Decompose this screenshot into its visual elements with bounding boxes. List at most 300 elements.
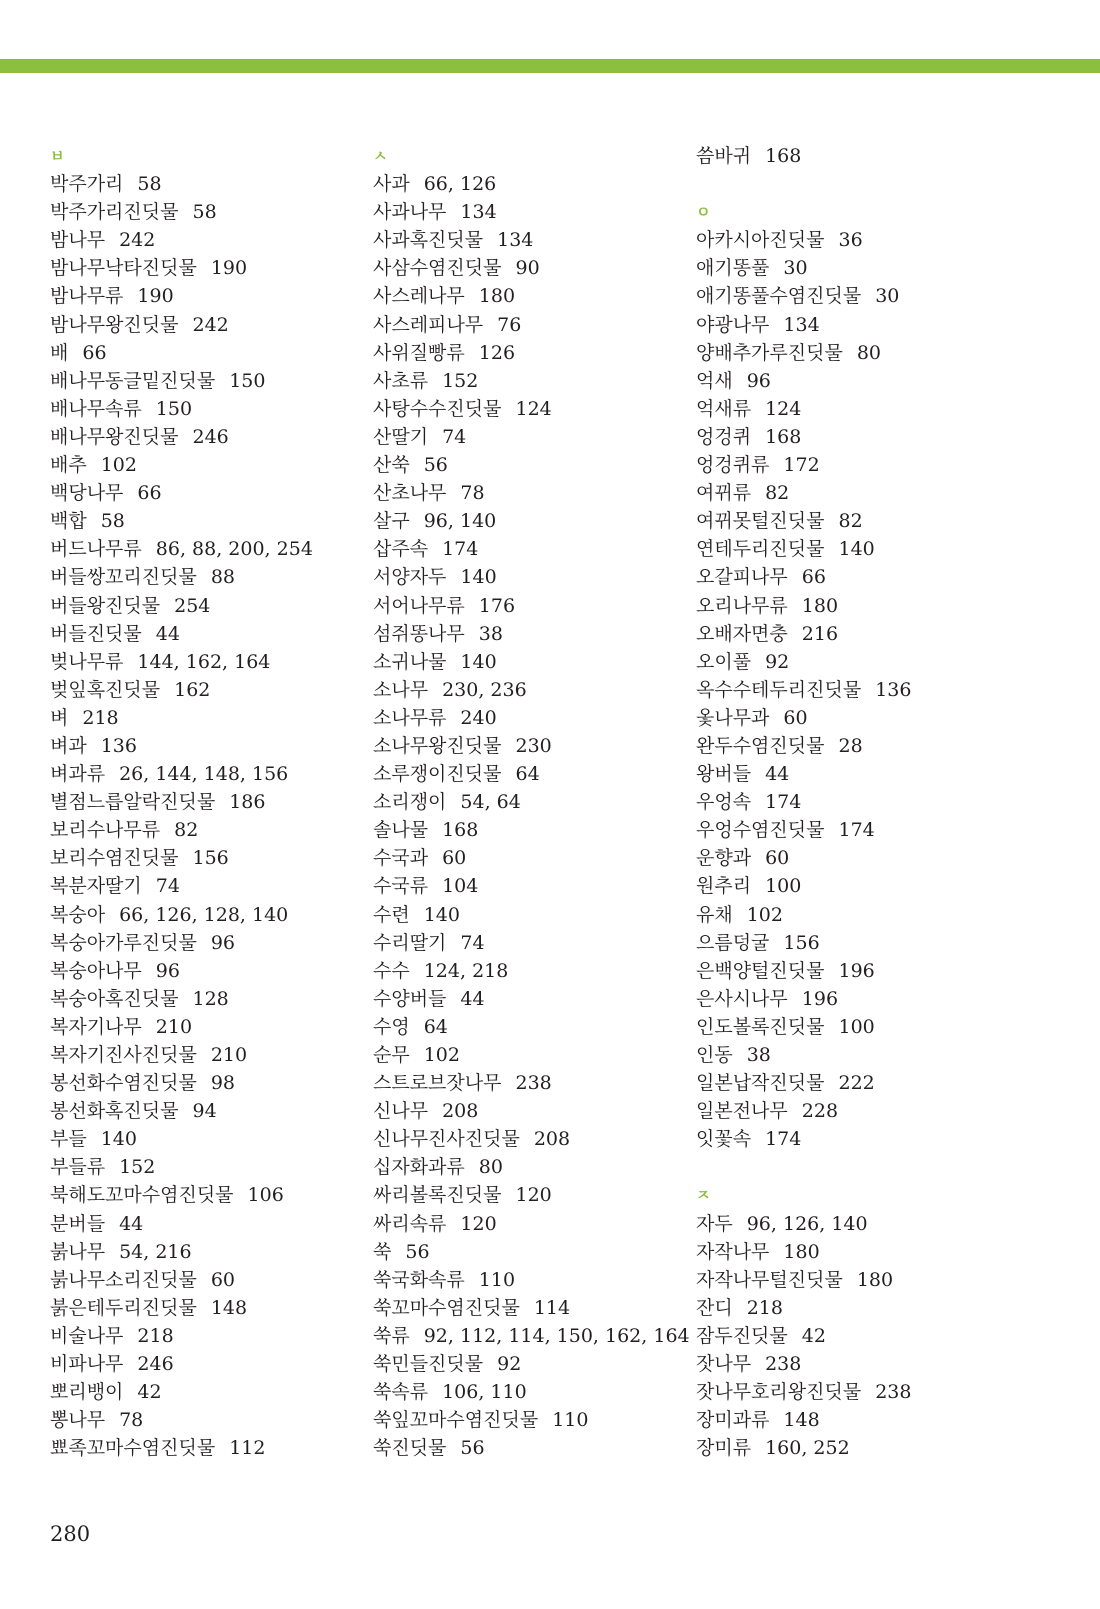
index-term: 박주가리 [50,173,124,196]
index-term: 수수 [373,959,410,982]
index-page-refs: 96, 126, 140 [746,1212,868,1235]
index-entry [50,1125,313,1153]
index-entry [373,226,690,254]
index-section-heading: ㅇ [696,203,711,222]
index-page-refs: 96 [210,931,236,954]
index-term: 인동 [696,1044,733,1066]
index-term: 뽀리뱅이 [50,1381,124,1404]
index-term: 벚나무류 [50,650,124,673]
index-term: 사과나무 [373,201,447,224]
index-entry [50,648,313,676]
index-page-refs: 60 [783,706,808,729]
index-entry [696,732,911,760]
index-page-refs: 222 [838,1072,875,1095]
index-page-refs: 106 [247,1184,284,1207]
index-entry [373,957,690,985]
index-term: 장미과류 [696,1409,770,1432]
index-page-refs: 106, 110 [442,1381,527,1404]
index-page-refs: 42 [801,1324,826,1347]
index-entry [373,1350,690,1378]
index-page-refs: 44 [155,622,180,645]
index-entry [696,1238,911,1266]
index-section-heading: ㅂ [50,147,65,165]
index-page-refs: 210 [155,1015,193,1038]
index-entry [50,563,313,591]
index-term: 양배추가루진딧물 [696,341,843,364]
index-entry [696,1378,911,1406]
index-entry [373,1069,690,1097]
index-term: 사위질빵류 [373,341,465,364]
index-entry [373,198,690,226]
index-term: 봉선화혹진딧물 [50,1100,179,1123]
index-term: 보리수염진딧물 [50,847,179,870]
index-entry [50,1378,313,1406]
index-page-refs: 174 [765,791,802,814]
index-entry [50,929,313,957]
index-column-3 [696,142,911,1462]
index-page-refs: 136 [100,734,137,757]
index-page-refs: 78 [119,1409,144,1432]
index-entry [373,282,690,310]
index-entry [373,1181,690,1209]
index-page-refs: 82 [765,482,790,505]
index-entry [696,760,911,788]
index-page-refs: 168 [442,819,479,842]
index-entry [696,648,911,676]
index-term: 으름덩굴 [696,931,770,954]
index-term: 뽕나무 [50,1409,106,1432]
index-page-refs: 140 [460,566,497,589]
index-entry [696,620,911,648]
index-term: 밤나무왕진딧물 [50,313,179,336]
page-number: 280 [50,1522,91,1546]
index-term: 싸리속류 [373,1212,447,1235]
index-term: 옥수수테두리진딧물 [696,678,862,701]
index-page-refs: 152 [119,1156,156,1179]
index-entry [696,704,911,732]
index-entry [696,1013,911,1041]
index-term: 수영 [373,1015,410,1038]
index-page-refs: 82 [174,819,199,842]
index-term: 배나무동글밑진딧물 [50,369,216,392]
index-page-refs: 74 [155,875,180,898]
index-page-refs: 74 [442,425,467,448]
index-page-refs: 186 [229,791,266,814]
index-page-refs: 174 [442,538,479,561]
index-term: 사스레나무 [373,285,465,308]
index-term: 복자기나무 [50,1015,142,1038]
index-page-refs: 140 [460,650,497,673]
index-entry [373,648,690,676]
index-entry [373,1153,690,1181]
index-term: 자작나무 [696,1240,770,1263]
index-entry [696,339,911,367]
index-page-refs: 78 [460,482,485,505]
index-term: 사초류 [373,369,429,392]
index-column-1 [50,142,313,1462]
index-entry [373,395,690,423]
index-term: 배추 [50,454,87,477]
index-page-refs: 30 [875,285,900,308]
index-entry [373,760,690,788]
index-term: 분버들 [50,1212,106,1235]
index-page-refs: 104 [442,875,479,898]
index-page-refs: 240 [460,706,497,729]
index-page-refs: 196 [838,959,875,982]
index-entry [696,1350,911,1378]
index-entry [373,844,690,872]
index-page-refs: 242 [192,313,229,336]
index-term: 잠두진딧물 [696,1324,788,1347]
index-entry [373,1294,690,1322]
index-term: 벚잎혹진딧물 [50,678,161,701]
index-term: 일본전나무 [696,1100,788,1123]
index-entry [696,142,911,170]
index-page-refs: 56 [405,1240,430,1263]
index-term: 싸리볼록진딧물 [373,1184,502,1207]
index-page-refs: 246 [192,425,229,448]
index-term: 연테두리진딧물 [696,538,825,561]
index-term: 사스레피나무 [373,313,484,336]
top-accent-bar [0,59,1100,73]
index-entry [696,1069,911,1097]
index-term: 벼과 [50,734,87,757]
index-page-refs: 56 [460,1437,485,1460]
index-entry [50,423,313,451]
index-entry [50,732,313,760]
index-page-refs: 162 [174,678,211,701]
index-term: 수양버들 [373,987,447,1010]
index-entry [696,788,911,816]
index-term: 복숭아가루진딧물 [50,931,197,954]
index-term: 산초나무 [373,482,447,505]
index-term: 쑥잎꼬마수염진딧물 [373,1409,539,1432]
index-term: 자두 [696,1212,733,1235]
index-term: 애기똥풀수염진딧물 [696,285,862,308]
index-term: 붉나무소리진딧물 [50,1268,197,1291]
index-page-refs: 112 [229,1437,266,1460]
index-entry [50,816,313,844]
index-page-refs: 28 [838,734,863,757]
index-term: 백당나무 [50,482,124,505]
index-page-refs: 96, 140 [423,510,497,533]
index-entry [696,676,911,704]
index-page-refs: 196 [801,987,839,1010]
index-term: 잣나무호리왕진딧물 [696,1381,862,1404]
index-entry [50,1097,313,1125]
index-term: 억새류 [696,397,752,420]
index-entry [50,676,313,704]
index-term: 밤나무낙타진딧물 [50,257,197,280]
index-page-refs: 120 [460,1212,497,1235]
index-page-refs: 64 [423,1015,448,1038]
index-term: 완두수염진딧물 [696,734,825,757]
index-term: 붉나무 [50,1240,106,1263]
index-entry [50,170,313,198]
index-entry [50,1181,313,1209]
index-page-refs: 58 [100,510,125,533]
index-page-refs: 140 [100,1128,137,1151]
index-page-refs: 114 [533,1296,571,1319]
index-page-refs: 208 [533,1128,571,1151]
index-entry [696,1434,911,1462]
index-page-refs: 88 [210,566,236,589]
index-entry [373,535,690,563]
index-term: 잇꽃속 [696,1128,752,1151]
index-page-refs: 80 [478,1156,503,1179]
index-entry [373,1406,690,1434]
index-page-refs: 44 [460,987,485,1010]
index-entry [50,1153,313,1181]
index-term: 잔디 [696,1296,733,1319]
index-page-refs: 44 [765,763,790,786]
index-term: 쑥진딧물 [373,1437,447,1460]
index-term: 오이풀 [696,650,752,673]
index-page-refs: 102 [423,1044,460,1066]
index-term: 버들쌍꼬리진딧물 [50,566,197,589]
index-entry [696,1406,911,1434]
index-page-refs: 218 [746,1296,783,1319]
index-page-refs: 82 [838,510,863,533]
index-term: 북해도꼬마수염진딧물 [50,1184,234,1207]
index-entry [373,704,690,732]
index-entry [50,957,313,985]
index-page-refs: 44 [119,1212,144,1235]
index-entry [373,1434,690,1462]
index-entry [373,423,690,451]
index-term: 복자기진사진딧물 [50,1044,197,1066]
index-entry [50,198,313,226]
index-page-refs: 74 [460,931,485,954]
index-entry [696,451,911,479]
index-page-refs: 92 [497,1353,522,1376]
index-entry [373,367,690,395]
index-term: 소귀나물 [373,650,447,673]
index-page-refs: 156 [192,847,229,870]
index-entry [50,1294,313,1322]
index-page-refs: 180 [783,1240,820,1263]
index-term: 스트로브잣나무 [373,1072,502,1095]
index-term: 여뀌못털진딧물 [696,510,825,533]
index-page-refs: 86, 88, 200, 254 [155,538,313,561]
index-term: 서어나무류 [373,594,465,617]
index-entry [373,929,690,957]
index-page-refs: 66 [82,341,107,364]
index-page-refs: 56 [423,454,448,477]
index-entry [373,872,690,900]
index-entry [696,957,911,985]
index-term: 오갈피나무 [696,566,788,589]
index-entry [696,507,911,535]
index-entry [373,1322,690,1350]
index-entry [50,985,313,1013]
index-entry [373,901,690,929]
index-term: 복숭아 [50,903,106,926]
index-entry [696,367,911,395]
index-page-refs: 152 [442,369,479,392]
index-page-refs: 124 [765,397,802,420]
index-page-refs: 60 [765,847,790,870]
index-term: 백합 [50,510,87,533]
index-page-refs: 148 [210,1296,248,1319]
index-page-refs: 216 [801,622,839,645]
index-entry [50,451,313,479]
index-term: 엉겅퀴류 [696,454,770,477]
index-term: 오리나무류 [696,594,788,617]
index-entry [50,704,313,732]
index-term: 밤나무류 [50,285,124,308]
index-term: 옻나무과 [696,706,770,729]
index-term: 쑥 [373,1240,392,1263]
index-page-refs: 210 [210,1044,248,1066]
index-entry [50,788,313,816]
index-page-refs: 124, 218 [423,959,509,982]
index-page-refs: 66, 126 [423,173,497,196]
index-page-refs: 54, 216 [119,1240,192,1263]
index-page-refs: 126 [478,341,516,364]
index-page-refs: 92 [765,650,790,673]
index-term: 억새 [696,369,733,392]
index-page-refs: 218 [82,706,119,729]
index-section-heading: ㅈ [696,1186,711,1205]
index-page-refs: 156 [783,931,820,954]
index-term: 밤나무 [50,229,106,252]
index-page-refs: 102 [746,903,783,926]
index-page-refs: 174 [765,1128,802,1151]
index-column-2 [373,142,690,1462]
index-entry [50,282,313,310]
index-page-refs: 176 [478,594,516,617]
index-entry [50,1434,313,1462]
index-entry [373,1210,690,1238]
index-page-refs: 76 [497,313,522,336]
index-term: 소리쟁이 [373,791,447,814]
index-entry [696,901,911,929]
index-page-refs: 218 [137,1324,174,1347]
index-entry [50,535,313,563]
index-entry [696,1266,911,1294]
index-page-refs: 140 [423,903,460,926]
index-entry [373,311,690,339]
index-entry [50,760,313,788]
index-page-refs: 66 [801,566,826,589]
index-entry [50,479,313,507]
index-term: 복숭아나무 [50,959,142,982]
index-term: 우엉수염진딧물 [696,819,825,842]
index-page-refs: 42 [137,1381,162,1404]
index-page-refs: 90 [515,257,540,280]
index-term: 섬쥐똥나무 [373,622,465,645]
index-page-refs: 190 [137,285,174,308]
index-term: 산쑥 [373,454,410,477]
index-entry [50,226,313,254]
index-entry [373,620,690,648]
index-entry [696,423,911,451]
index-page-refs: 98 [210,1072,236,1095]
index-page-refs: 208 [442,1100,479,1123]
index-entry [50,1406,313,1434]
index-entry [696,985,911,1013]
index-entry [50,1069,313,1097]
index-term: 복분자딸기 [50,875,142,898]
index-entry [373,1238,690,1266]
index-page-refs: 36 [838,229,863,252]
index-page-refs: 140 [838,538,875,561]
index-entry [373,339,690,367]
index-page-refs: 60 [442,847,467,870]
index-entry [373,507,690,535]
index-term: 소나무류 [373,706,447,729]
index-page-refs: 58 [192,201,217,224]
index-term: 쑥속류 [373,1381,429,1404]
index-page-refs: 54, 64 [460,791,521,814]
index-entry [373,1125,690,1153]
index-term: 벼 [50,706,69,729]
index-page-refs: 94 [192,1100,217,1123]
index-page-refs: 30 [783,257,808,280]
index-term: 여뀌류 [696,482,752,505]
index-entry [696,395,911,423]
index-entry [373,1041,690,1069]
index-page-refs: 180 [801,594,839,617]
index-entry [696,1097,911,1125]
index-page-refs: 58 [137,173,162,196]
index-entry [50,1041,313,1069]
index-page-refs: 38 [478,622,503,645]
index-term: 뾰족꼬마수염진딧물 [50,1437,216,1460]
index-term: 비파나무 [50,1353,124,1376]
index-term: 십자화과류 [373,1156,465,1179]
index-page-refs: 38 [746,1044,771,1066]
index-entry [373,1097,690,1125]
index-page-refs: 230 [515,734,552,757]
index-section-heading: ㅅ [373,147,388,165]
index-entry [696,282,911,310]
index-page-refs: 102 [100,454,137,477]
index-entry [50,1350,313,1378]
index-page-refs: 134 [783,313,820,336]
index-page-refs: 160, 252 [765,1437,850,1460]
index-entry [696,929,911,957]
index-term: 수리딸기 [373,931,447,954]
index-term: 자작나무털진딧물 [696,1268,843,1291]
index-page-refs: 238 [765,1353,802,1376]
index-term: 삽주속 [373,538,429,561]
index-page-refs: 174 [838,819,875,842]
index-term: 비술나무 [50,1324,124,1347]
index-term: 엉겅퀴 [696,425,752,448]
index-term: 별점느릅알락진딧물 [50,791,216,814]
index-page-refs: 238 [875,1381,912,1404]
index-entry [50,1013,313,1041]
index-entry [373,788,690,816]
index-term: 사과혹진딧물 [373,229,484,252]
index-page-refs: 96 [155,959,180,982]
index-entry [696,226,911,254]
index-page-refs: 92, 112, 114, 150, 162, 164 [423,1324,690,1347]
index-term: 사과 [373,173,410,196]
index-term: 소나무 [373,678,429,701]
section-spacer [696,170,911,198]
index-term: 인도볼록진딧물 [696,1015,825,1038]
index-entry [373,816,690,844]
index-entry [50,1238,313,1266]
index-term: 장미류 [696,1437,752,1460]
index-term: 버드나무류 [50,538,142,561]
index-entry [696,592,911,620]
index-term: 신나무진사진딧물 [373,1128,520,1151]
index-page-refs: 64 [515,763,540,786]
